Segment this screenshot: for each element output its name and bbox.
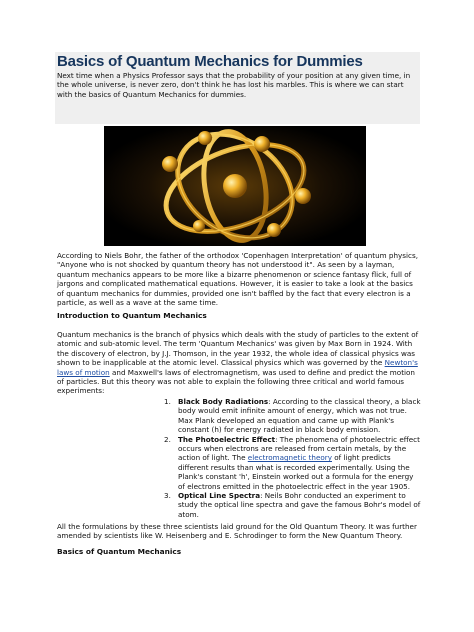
list-item-number: 2. — [164, 434, 171, 444]
heading-introduction: Introduction to Quantum Mechanics — [57, 311, 207, 320]
list-item-term: Optical Line Spectra — [178, 491, 261, 501]
list-item-number: 3. — [164, 491, 171, 501]
newton-laws-link[interactable]: Newton's laws of motion — [57, 358, 418, 377]
qm-text-2: and Maxwell's laws of electromagnetism, was used to define and predict the motion of particles. But this theory was not able to explain the following three critical and world famous experiments: — [57, 367, 415, 396]
bohr-paragraph: According to Niels Bohr, the father of the orthodox 'Copenhagen Interpretation' of quantum physics, "Anyone who is not shocked by quantum theory has not understood it". As seen by a layman, quantum mechanics appears to be more like a bizarre phenomenon or science fantasy flick, full of jargons and complicated mathematical equations. However, it is easier to take a look at the basics of quantum mechanics for dummies, provided one isn't baffled by the fact that every electron is a particle, as well as a wave at the same time. — [57, 251, 419, 308]
list-item-text: : Neils Bohr conducted an experiment to study the optical line spectra and gave the famous Bohr's model of atom. — [178, 491, 421, 519]
list-item — [164, 435, 422, 491]
list-item-term: Black Body Radiations — [178, 397, 269, 406]
electromagnetic-theory-link[interactable]: electromagnetic theory — [247, 453, 332, 463]
qm-text-1: Quantum mechanics is the branch of physics which deals with the study of particles to the extent of atomic and sub-atomic level. The term 'Quantum Mechanics' was given by Max Born in 1924. With the discovery of electron, by J.J. Thomson, in the year 1932, the whole idea of classical physics was shown to be inapplicable at the atomic level. Classical physics which was governed by the — [57, 330, 419, 368]
formulations-paragraph: All the formulations by these three scientists laid ground for the Old Quantum Theory. It was further amended by scientists like W. Heisenberg and E. Schrodinger to form the New Quantum Theory. — [57, 522, 417, 541]
list-item-text: : According to the classical theory, a black body would emit infinite amount of energy, which was not true. Max Plank developed an equation and came up with Plank's constant (h) for energy radiated in black body emission. — [178, 397, 421, 435]
experiments-list — [164, 397, 422, 519]
list-item-text: : The phenomena of photoelectric effect occurs when electrons are released from certain metals, by the action of light. The — [178, 434, 420, 463]
qm-paragraph — [57, 330, 421, 396]
list-item-number: 1. — [164, 397, 171, 406]
intro-paragraph: Next time when a Physics Professor says that the probability of your position at any given time, in the whole universe, is never zero, don't think he has lost his marbles. This is where we can start with the basics of Quantum Mechanics for dummies. — [57, 71, 411, 99]
list-item-text-after: of light predicts different results than what is recorded experimentally. Using the Plank's constant 'h', Einstein worked out a formula for the energy of electrons emitted in the photoelectric effect in the year 1905. — [178, 453, 414, 491]
list-item-term: The Photoelectric Effect — [178, 434, 276, 444]
list-item — [164, 491, 422, 519]
atom-orbits-illustration — [104, 126, 366, 246]
page-title: Basics of Quantum Mechanics for Dummies — [57, 53, 363, 70]
list-item — [164, 397, 422, 435]
heading-basics: Basics of Quantum Mechanics — [57, 547, 182, 556]
